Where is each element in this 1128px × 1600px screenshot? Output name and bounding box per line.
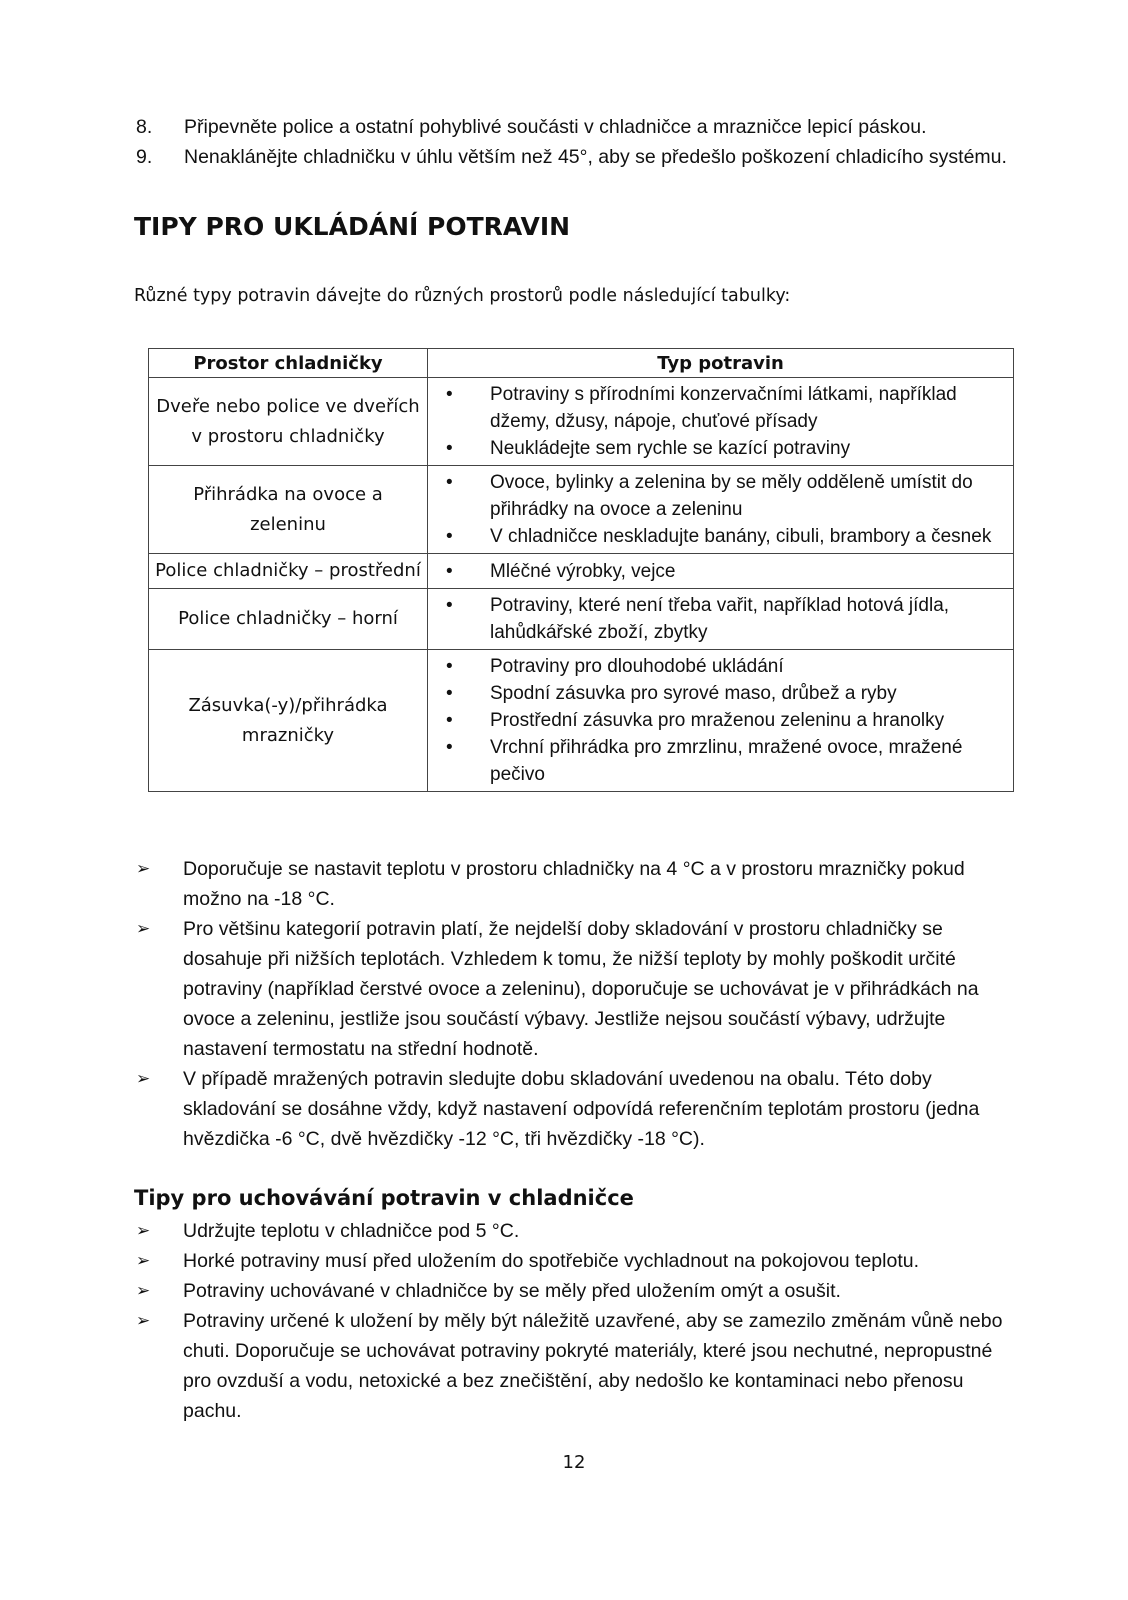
place-cell: Police chladničky – horní: [149, 589, 428, 650]
list-item: [136, 914, 1016, 1064]
types-cell: [428, 589, 1014, 650]
bullet-item: • Potraviny s přírodními konzervačními látkami, například džemy, džusy, nápoje, chuťové přísady: [434, 381, 1007, 435]
arrow-bullet-icon: ➢: [136, 1069, 151, 1088]
bullet-item: • Prostřední zásuvka pro mraženou zeleninu a hranolky: [434, 707, 1007, 734]
list-text: Udržujte teplotu v chladničce pod 5 °C.: [183, 1220, 520, 1242]
list-text: Horké potraviny musí před uložením do spotřebiče vychladnout na pokojovou teplotu.: [183, 1250, 920, 1272]
list-number: 8.: [136, 116, 153, 138]
table-row: [149, 589, 1014, 650]
list-text: V případě mražených potravin sledujte dobu skladování uvedenou na obalu. Této doby skladování se dosáhne vždy, když nastavení odpovídá referenčním teplotám prostoru (jedna hvězdička -6 °C, dvě hvězdičky -12 °C, tři hvězdičky -18 °C).: [183, 1068, 980, 1150]
arrow-bullet-icon: ➢: [136, 1221, 151, 1240]
bullet-item: • Neukládejte sem rychle se kazící potraviny: [434, 435, 1007, 462]
list-item: [136, 1246, 1016, 1276]
types-cell: [428, 378, 1014, 466]
subheading: Tipy pro uchovávání potravin v chladničce: [134, 1186, 634, 1210]
table-row: [149, 378, 1014, 466]
list-text: Doporučuje se nastavit teplotu v prostoru chladničky na 4 °C a v prostoru mrazničky pokud možno na -18 °C.: [183, 858, 965, 910]
list-item: [136, 1306, 1016, 1426]
storage-table: [148, 348, 1014, 792]
bullet-item: • V chladničce neskladujte banány, cibuli, brambory a česnek: [434, 523, 1007, 550]
types-cell: [428, 650, 1014, 792]
table-row: [149, 466, 1014, 554]
list-text: Pro většinu kategorií potravin platí, že nejdelší doby skladování v prostoru chladničky se dosahuje při nižších teplotách. Vzhledem k tomu, že nižší teploty by mohly poškodit určité potraviny (například čerstvé ovoce a zeleninu), doporučuje se uchovávat je v přihrádkách na ovoce a zeleninu, jestliže jsou součástí výbavy. Jestliže nejsou součástí výbavy, udržujte nastavení termostatu na střední hodnotě.: [183, 918, 979, 1060]
header-types: Typ potravin: [428, 349, 1014, 378]
bullet-item: • Vrchní přihrádka pro zmrzlinu, mražené ovoce, mražené pečivo: [434, 734, 1007, 788]
list-text: Nenaklánějte chladničku v úhlu větším než 45°, aby se předešlo poškození chladicího systému.: [184, 146, 1007, 168]
arrow-bullet-icon: ➢: [136, 919, 151, 938]
list-item: [136, 1276, 1016, 1306]
types-cell: [428, 466, 1014, 554]
list-item: [136, 142, 1036, 172]
bullet-item: • Ovoce, bylinky a zelenina by se měly odděleně umístit do přihrádky na ovoce a zeleninu: [434, 469, 1007, 523]
arrow-bullet-icon: ➢: [136, 1311, 151, 1330]
arrow-bullet-icon: ➢: [136, 1281, 151, 1300]
list-text: Připevněte police a ostatní pohyblivé součásti v chladničce a mrazničce lepicí páskou.: [184, 116, 927, 138]
list-text: Potraviny uchovávané v chladničce by se měly před uložením omýt a osušit.: [183, 1280, 841, 1302]
list-item: [136, 854, 1016, 914]
arrow-list-temperatures: [136, 854, 1016, 1154]
types-cell: [428, 554, 1014, 589]
bullet-item: • Mléčné výrobky, vejce: [434, 558, 1007, 585]
arrow-bullet-icon: ➢: [136, 1251, 151, 1270]
bullet-item: • Potraviny pro dlouhodobé ukládání: [434, 653, 1007, 680]
place-cell: Zásuvka(-y)/přihrádka mrazničky: [149, 650, 428, 792]
table-row: [149, 650, 1014, 792]
intro-paragraph: Různé typy potravin dávejte do různých prostorů podle následující tabulky:: [134, 286, 791, 306]
list-number: 9.: [136, 146, 153, 168]
arrow-bullet-icon: ➢: [136, 859, 151, 878]
list-text: Potraviny určené k uložení by měly být náležitě uzavřené, aby se zamezilo změnám vůně nebo chuti. Doporučuje se uchovávat potraviny pokryté materiály, které jsou nechutné, nepropustné pro ovzduší a vodu, netoxické a bez znečištění, aby nedošlo ke kontaminaci nebo přenosu pachu.: [183, 1310, 1003, 1422]
bullet-item: • Spodní zásuvka pro syrové maso, drůbež a ryby: [434, 680, 1007, 707]
place-cell: Přihrádka na ovoce a zeleninu: [149, 466, 428, 554]
list-item: [136, 1216, 1016, 1246]
table-header-row: [149, 349, 1014, 378]
numbered-list: [136, 112, 1036, 172]
list-item: [136, 112, 1036, 142]
table-row: [149, 554, 1014, 589]
section-heading: TIPY PRO UKLÁDÁNÍ POTRAVIN: [134, 212, 571, 241]
bullet-item: • Potraviny, které není třeba vařit, například hotová jídla, lahůdkářské zboží, zbytky: [434, 592, 1007, 646]
arrow-list-tips: [136, 1216, 1016, 1426]
page-number: 12: [562, 1452, 586, 1473]
header-place: Prostor chladničky: [149, 349, 428, 378]
place-cell: Police chladničky – prostřední: [149, 554, 428, 589]
place-cell: Dveře nebo police ve dveřích v prostoru chladničky: [149, 378, 428, 466]
list-item: [136, 1064, 1016, 1154]
